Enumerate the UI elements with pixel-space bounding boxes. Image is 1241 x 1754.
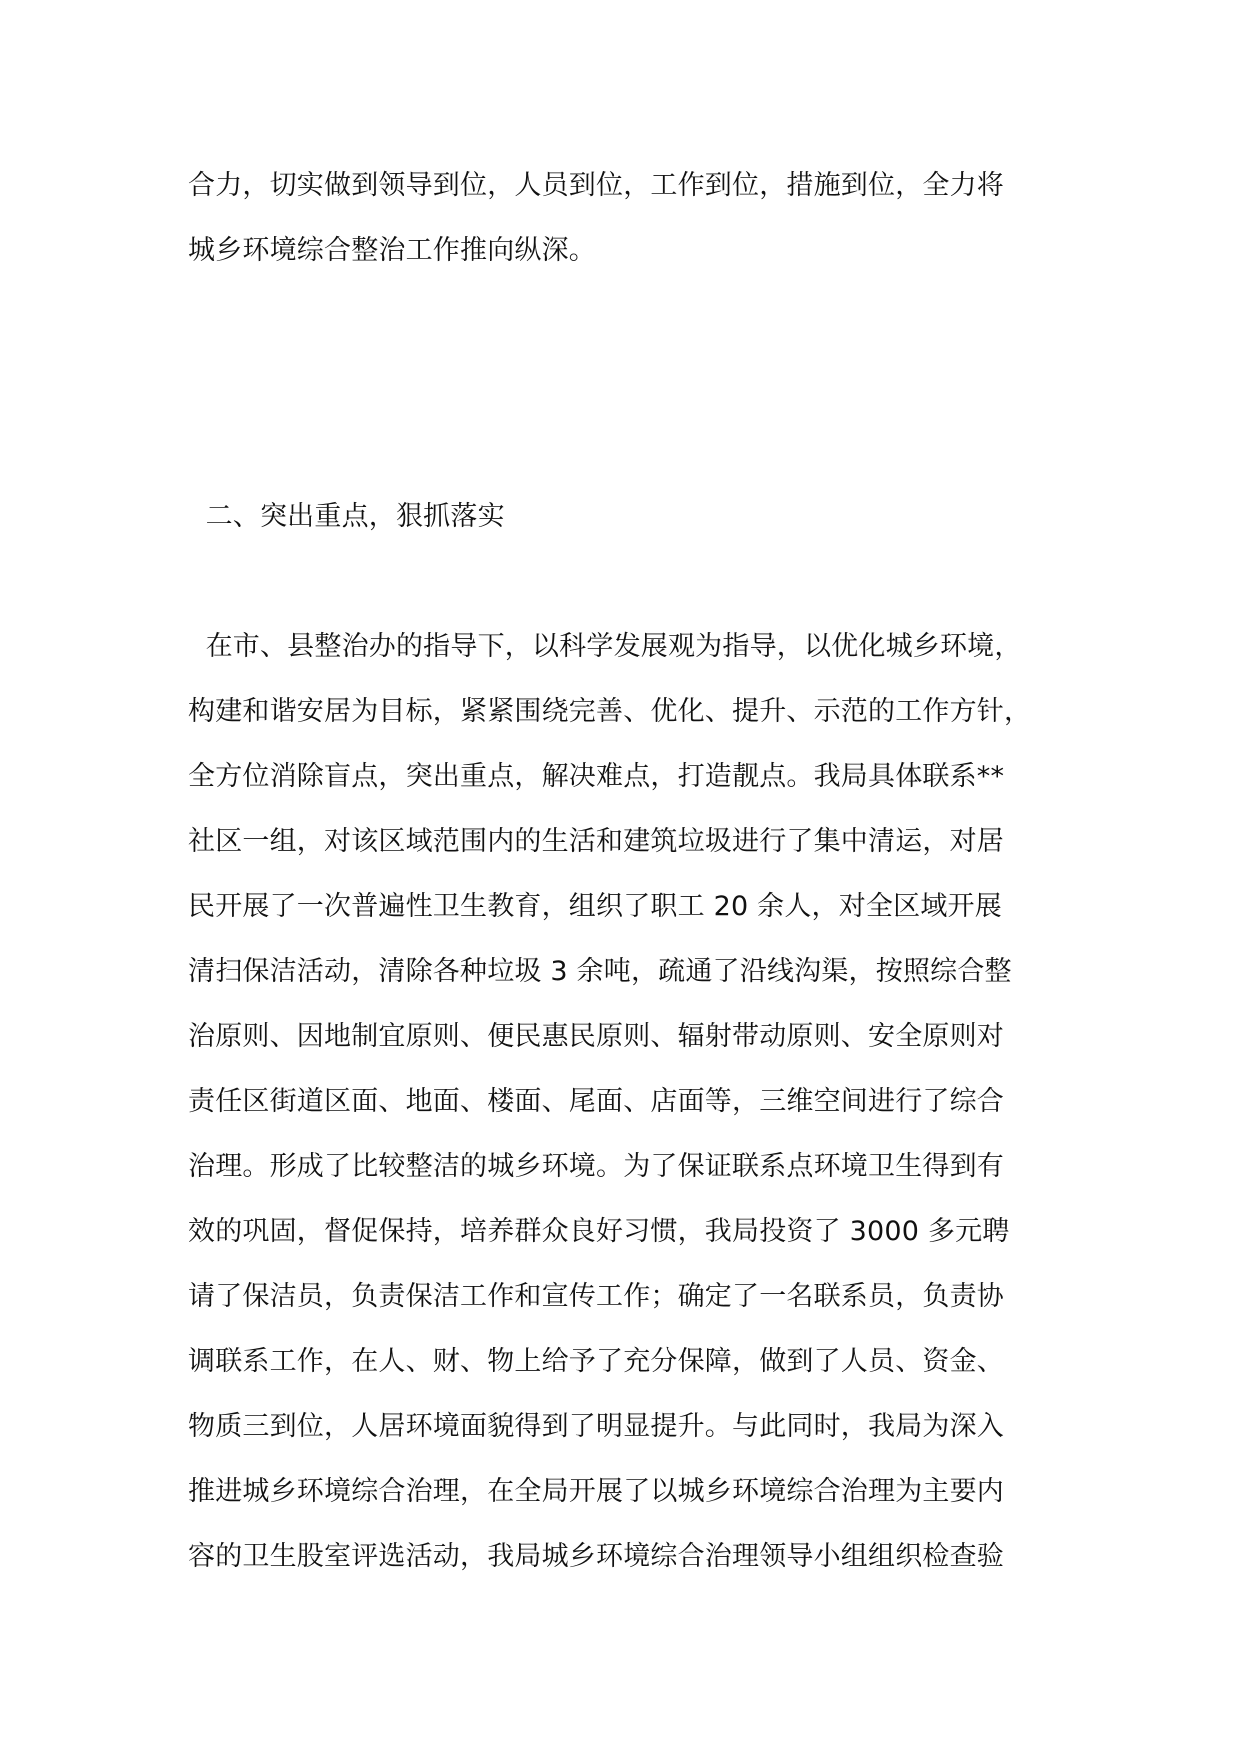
paragraph-body [188,614,1088,1589]
paragraph-line: 民开展了一次普遍性卫生教育，组织了职工 20 余人，对全区域开展 [188,891,1002,922]
paragraph-line: 治原则、因地制宜原则、便民惠民原则、辐射带动原则、安全原则对 [188,1021,1004,1052]
paragraph-line: 合力，切实做到领导到位，人员到位，工作到位，措施到位，全力将 [188,170,1004,201]
paragraph-continuation [188,153,1088,283]
section-heading [188,484,1088,549]
paragraph-line: 城乡环境综合整治工作推向纵深。 [188,235,596,266]
paragraph-line: 责任区街道区面、地面、楼面、尾面、店面等，三维空间进行了综合 [188,1086,1004,1117]
paragraph-line: 物质三到位，人居环境面貌得到了明显提升。与此同时，我局为深入 [188,1411,1004,1442]
paragraph-line: 在市、县整治办的指导下，以科学发展观为指导，以优化城乡环境， [188,631,1022,662]
section-heading-text: 二、突出重点，狠抓落实 [188,501,505,532]
paragraph-line: 效的巩固，督促保持，培养群众良好习惯，我局投资了 3000 多元聘 [188,1216,1010,1247]
paragraph-line: 清扫保洁活动，清除各种垃圾 3 余吨，疏通了沿线沟渠，按照综合整 [188,956,1012,987]
paragraph-line: 构建和谐安居为目标，紧紧围绕完善、优化、提升、示范的工作方针， [188,696,1032,727]
paragraph-line: 社区一组，对该区域范围内的生活和建筑垃圾进行了集中清运，对居 [188,826,1004,857]
paragraph-line: 请了保洁员，负责保洁工作和宣传工作；确定了一名联系员，负责协 [188,1281,1004,1312]
paragraph-line: 全方位消除盲点，突出重点，解决难点，打造靓点。我局具体联系** [188,761,1005,792]
paragraph-line: 调联系工作，在人、财、物上给予了充分保障，做到了人员、资金、 [188,1346,1004,1377]
paragraph-line: 推进城乡环境综合治理，在全局开展了以城乡环境综合治理为主要内 [188,1476,1004,1507]
paragraph-line: 治理。形成了比较整洁的城乡环境。为了保证联系点环境卫生得到有 [188,1151,1004,1182]
paragraph-line: 容的卫生股室评选活动，我局城乡环境综合治理领导小组组织检查验 [188,1541,1004,1572]
